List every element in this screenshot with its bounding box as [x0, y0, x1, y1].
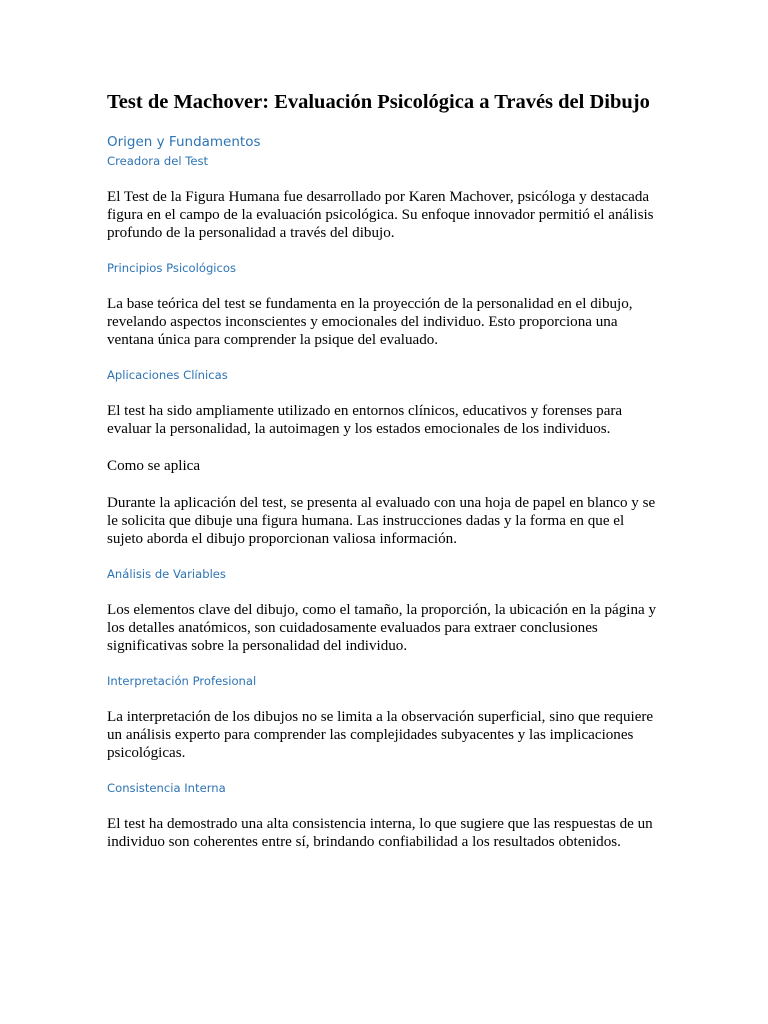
paragraph-line: La interpretación de los dibujos no se limita a la observación superficial, sino que requiere: [107, 709, 654, 725]
section-heading: Origen y Fundamentos: [107, 134, 261, 150]
paragraph-line: ventana única para comprender la psique del evaluado.: [107, 332, 439, 348]
paragraph-line: profundo de la personalidad a través del dibujo.: [107, 225, 395, 241]
paragraph-line: psicológicas.: [107, 745, 186, 761]
paragraph-line: El test ha demostrado una alta consistencia interna, lo que sugiere que las respuestas de un: [107, 816, 653, 832]
paragraph-como-se-aplica: Como se aplica: [107, 458, 201, 474]
subheading-analisis: Análisis de Variables: [107, 567, 226, 581]
paragraph-interpretacion: [107, 708, 667, 762]
subheading-creadora: Creadora del Test: [107, 154, 209, 168]
subheading-aplicaciones: Aplicaciones Clínicas: [107, 368, 228, 382]
paragraph-line: El Test de la Figura Humana fue desarrollado por Karen Machover, psicóloga y destacada: [107, 189, 650, 205]
paragraph-aplicaciones: [107, 402, 667, 438]
paragraph-line: le solicita que dibuje una figura humana. Las instrucciones dadas y la forma en que el: [107, 513, 625, 529]
subheading-consistencia: Consistencia Interna: [107, 781, 226, 795]
paragraph-analisis: [107, 601, 667, 655]
paragraph-line: revelando aspectos inconscientes y emocionales del individuo. Esto proporciona una: [107, 314, 618, 330]
paragraph-creadora: [107, 188, 667, 242]
paragraph-line: significativas sobre la personalidad del individuo.: [107, 638, 408, 654]
paragraph-line: evaluar la personalidad, la autoimagen y los estados emocionales de los individuos.: [107, 421, 611, 437]
paragraph-line: La base teórica del test se fundamenta en la proyección de la personalidad en el dibujo,: [107, 296, 633, 312]
subheading-principios: Principios Psicológicos: [107, 261, 237, 275]
paragraph-line: un análisis experto para comprender las complejidades subyacentes y las implicaciones: [107, 727, 634, 743]
paragraph-line: los detalles anatómicos, son cuidadosamente evaluados para extraer conclusiones: [107, 620, 598, 636]
paragraph-line: figura en el campo de la evaluación psicológica. Su enfoque innovador permitió el análisis: [107, 207, 654, 223]
paragraph-principios: [107, 295, 667, 349]
document-title: Test de Machover: Evaluación Psicológica a Través del Dibujo: [107, 91, 650, 113]
subheading-interpretacion: Interpretación Profesional: [107, 674, 257, 688]
paragraph-line: individuo son coherentes entre sí, brindando confiabilidad a los resultados obtenidos.: [107, 834, 621, 850]
paragraph-line: sujeto aborda el dibujo proporcionan valiosa información.: [107, 531, 457, 547]
paragraph-aplicacion: [107, 494, 667, 548]
paragraph-consistencia: [107, 815, 667, 851]
document-content: [107, 88, 667, 870]
paragraph-line: Durante la aplicación del test, se presenta al evaluado con una hoja de papel en blanco y se: [107, 495, 656, 511]
paragraph-line: El test ha sido ampliamente utilizado en entornos clínicos, educativos y forenses para: [107, 403, 623, 419]
paragraph-line: Los elementos clave del dibujo, como el tamaño, la proporción, la ubicación en la página y: [107, 602, 657, 618]
